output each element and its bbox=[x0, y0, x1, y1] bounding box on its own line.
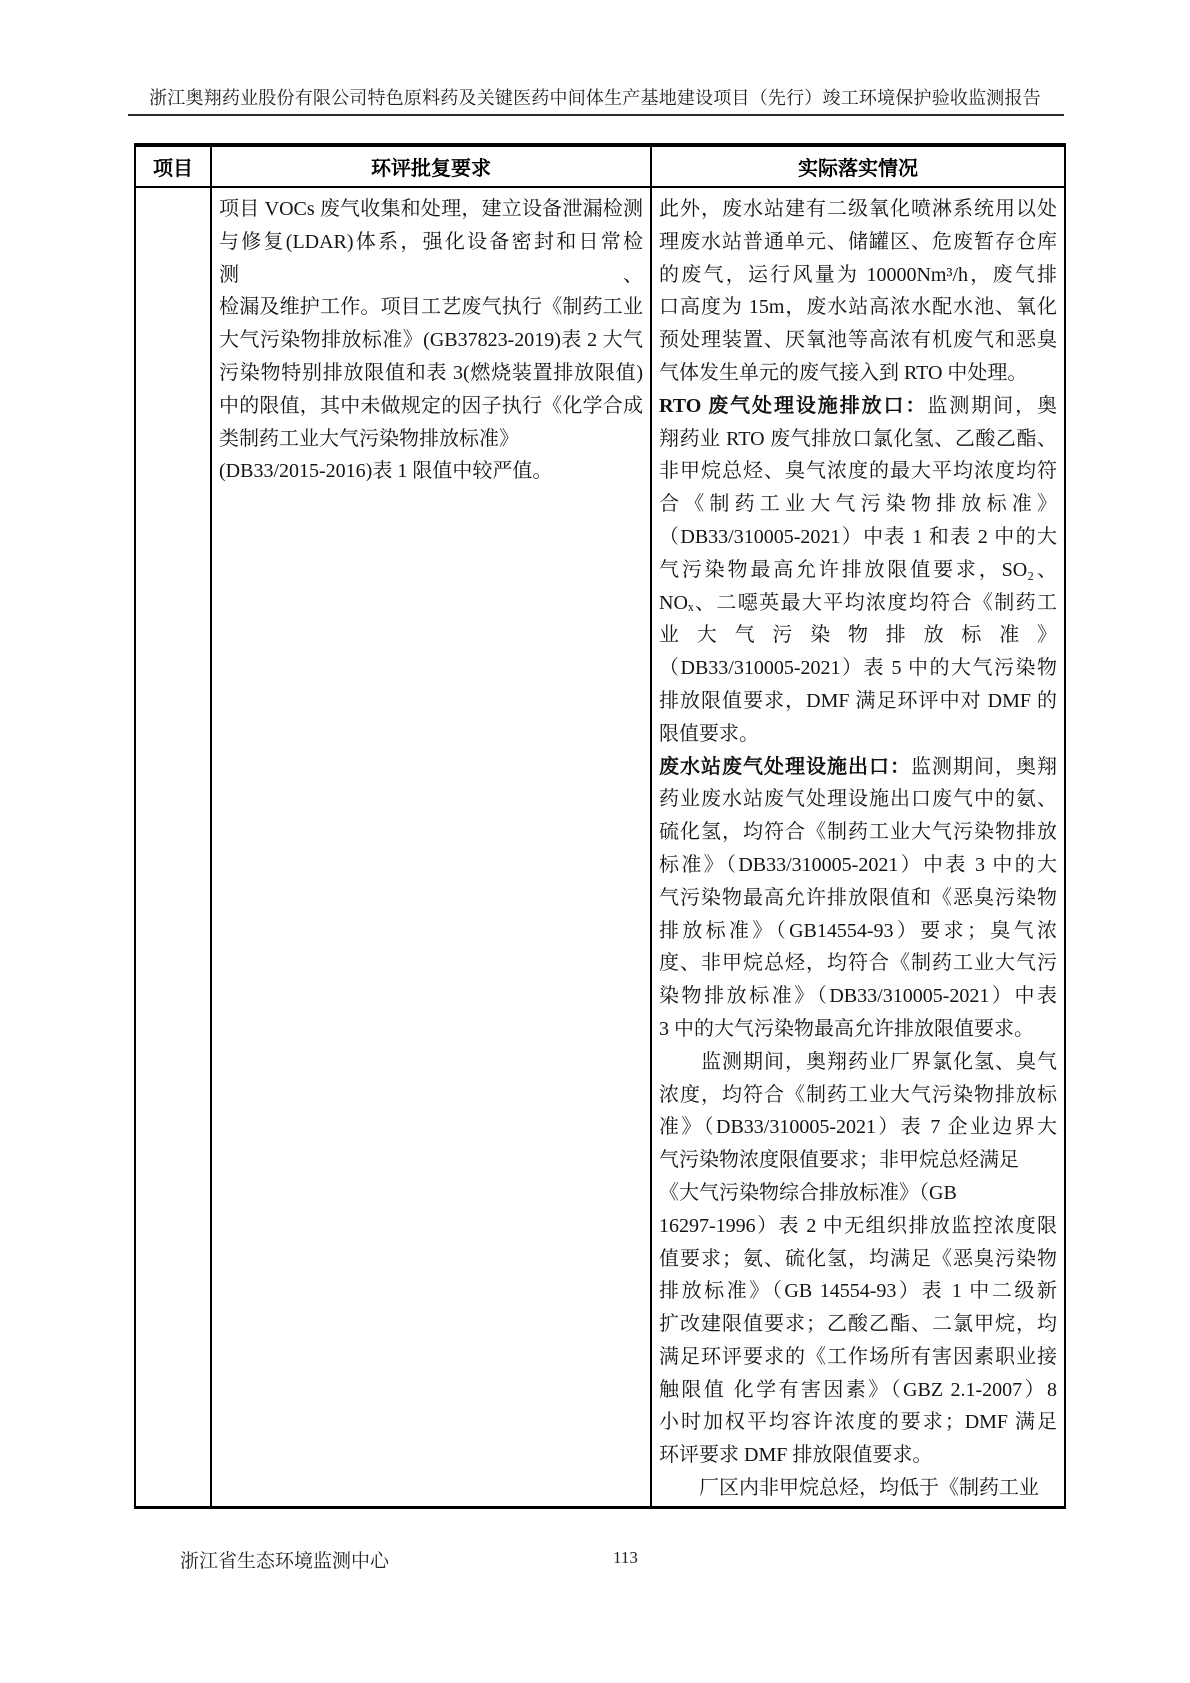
text-line: 厂区内非甲烷总烃，均低于《制药工业 bbox=[659, 1477, 1039, 1500]
text-line: 理废水站普通单元、储罐区、危废暂存仓库 bbox=[659, 230, 1057, 253]
text-line: （DB33/310005-2021）表 5 中的大气污染物 bbox=[659, 657, 1057, 680]
paragraph bbox=[659, 1046, 1057, 1472]
text-line: 浓度，均符合《制药工业大气污染物排放标 bbox=[659, 1083, 1057, 1106]
text-line: 气体发生单元的废气接入到 RTO 中处理。 bbox=[659, 361, 1028, 384]
text-line: 扩改建限值要求；乙酸乙酯、二氯甲烷，均 bbox=[659, 1313, 1057, 1336]
text-line: 16297-1996）表 2 中无组织排放监控浓度限 bbox=[659, 1214, 1057, 1237]
text-line: 业大气污染物排放标准》 bbox=[659, 624, 1057, 647]
paragraph-lead: 废水站废气处理设施出口： bbox=[659, 755, 911, 778]
requirement-cell bbox=[212, 188, 652, 1506]
text-line: 项目 VOCs 废气收集和处理，建立设备泄漏检测 bbox=[219, 198, 643, 220]
text-line: 度、非甲烷总烃，均符合《制药工业大气污 bbox=[659, 952, 1057, 975]
text-line: 检漏及维护工作。项目工艺废气执行《制药工业 bbox=[219, 296, 643, 319]
text-line: 3 中的大气污染物最高允许排放限值要求。 bbox=[659, 1017, 1034, 1040]
text-line: 非甲烷总烃、臭气浓度的最大平均浓度均符 bbox=[659, 460, 1057, 483]
column-header-implementation: 实际落实情况 bbox=[798, 158, 918, 180]
text-line: 气污染物浓度限值要求；非甲烷总烃满足 bbox=[659, 1149, 1019, 1172]
text-line: 监测期间，奥翔药业厂界氯化氢、臭气 bbox=[659, 1050, 1057, 1073]
text-line: 类制药工业大气污染物排放标准》 bbox=[219, 427, 519, 450]
text-line: 污染物特别排放限值和表 3(燃烧装置排放限值) bbox=[219, 361, 643, 384]
text-line: 值要求；氨、硫化氢，均满足《恶臭污染物 bbox=[659, 1247, 1057, 1270]
text-line: 大气污染物排放标准》(GB37823-2019)表 2 大气 bbox=[219, 329, 643, 352]
header-rule bbox=[128, 114, 1064, 116]
paragraph bbox=[659, 193, 1057, 390]
text-line: 翔药业 RTO 废气排放口氯化氢、乙酸乙酯、 bbox=[659, 427, 1057, 450]
text-line: 环评要求 DMF 排放限值要求。 bbox=[659, 1444, 933, 1467]
implementation-cell bbox=[652, 188, 1064, 1506]
text-line: 口高度为 15m，废水站高浓水配水池、氧化 bbox=[659, 296, 1057, 319]
text-line: 排放标准》（GB 14554-93）表 1 中二级新 bbox=[659, 1280, 1057, 1303]
paragraph bbox=[659, 390, 1057, 751]
text-line: 预处理装置、厌氧池等高浓有机废气和恶臭 bbox=[659, 329, 1057, 352]
text-line: 的废气，运行风量为 10000Nm³/h，废气排 bbox=[659, 263, 1057, 286]
text-line: NOₓ、二噁英最大平均浓度均符合《制药工 bbox=[659, 591, 1057, 614]
text-line: 此外，废水站建有二级氧化喷淋系统用以处 bbox=[659, 198, 1057, 220]
text-line: 气污染物最高允许排放限值要求，SO₂、 bbox=[659, 558, 1057, 581]
text-line: 合《制药工业大气污染物排放标准》 bbox=[659, 493, 1057, 516]
text-line: （DB33/310005-2021）中表 1 和表 2 中的大 bbox=[659, 525, 1057, 548]
column-header-requirement: 环评批复要求 bbox=[212, 147, 652, 186]
table-row bbox=[136, 188, 1064, 1506]
footer-org-name: 浙江省生态环境监测中心 bbox=[180, 1551, 390, 1572]
table-header-row bbox=[136, 147, 1064, 188]
text-line: (DB33/2015-2016)表 1 限值中较严值。 bbox=[219, 460, 553, 483]
text-line: 染物排放标准》（DB33/310005-2021）中表 bbox=[659, 985, 1057, 1008]
page-number: 113 bbox=[613, 1548, 638, 1567]
text-line: 排放标准》（GB14554-93）要求；臭气浓 bbox=[659, 919, 1057, 942]
text-line: 废水站废气处理设施出口：监测期间，奥翔 bbox=[659, 755, 1057, 778]
comparison-table bbox=[134, 143, 1066, 1509]
text-line: 《大气污染物综合排放标准》（GB bbox=[659, 1181, 957, 1204]
text-line: 小时加权平均容许浓度的要求；DMF 满足 bbox=[659, 1411, 1057, 1434]
paragraph bbox=[659, 751, 1057, 1046]
text-line: 限值要求。 bbox=[659, 722, 759, 745]
document-header: 浙江奥翔药业股份有限公司特色原料药及关键医药中间体生产基地建设项目（先行）竣工环境保护验收监测报告 bbox=[149, 88, 1041, 108]
text-line: 硫化氢，均符合《制药工业大气污染物排放 bbox=[659, 821, 1057, 844]
text-line: 准》（DB33/310005-2021）表 7 企业边界大 bbox=[659, 1116, 1057, 1139]
paragraph bbox=[659, 1472, 1057, 1505]
text-line: 气污染物最高允许排放限值和《恶臭污染物 bbox=[659, 886, 1057, 909]
text-line: 触限值 化学有害因素》（GBZ 2.1-2007）8 bbox=[659, 1378, 1057, 1401]
text-line: 排放限值要求，DMF 满足环评中对 DMF 的 bbox=[659, 689, 1057, 712]
text-line: 满足环评要求的《工作场所有害因素职业接 bbox=[659, 1345, 1057, 1368]
text-line: 与修复(LDAR)体系，强化设备密封和日常检测、 bbox=[219, 230, 643, 286]
text-line: 中的限值，其中未做规定的因子执行《化学合成 bbox=[219, 394, 643, 417]
text-line: 标准》（DB33/310005-2021）中表 3 中的大 bbox=[659, 853, 1057, 876]
text-line: RTO 废气处理设施排放口：监测期间，奥 bbox=[659, 394, 1058, 417]
column-header-item: 项目 bbox=[136, 147, 212, 186]
text-line: 药业废水站废气处理设施出口废气中的氨、 bbox=[659, 788, 1057, 811]
item-cell bbox=[136, 188, 212, 1506]
paragraph-lead: RTO 废气处理设施排放口： bbox=[659, 394, 928, 417]
